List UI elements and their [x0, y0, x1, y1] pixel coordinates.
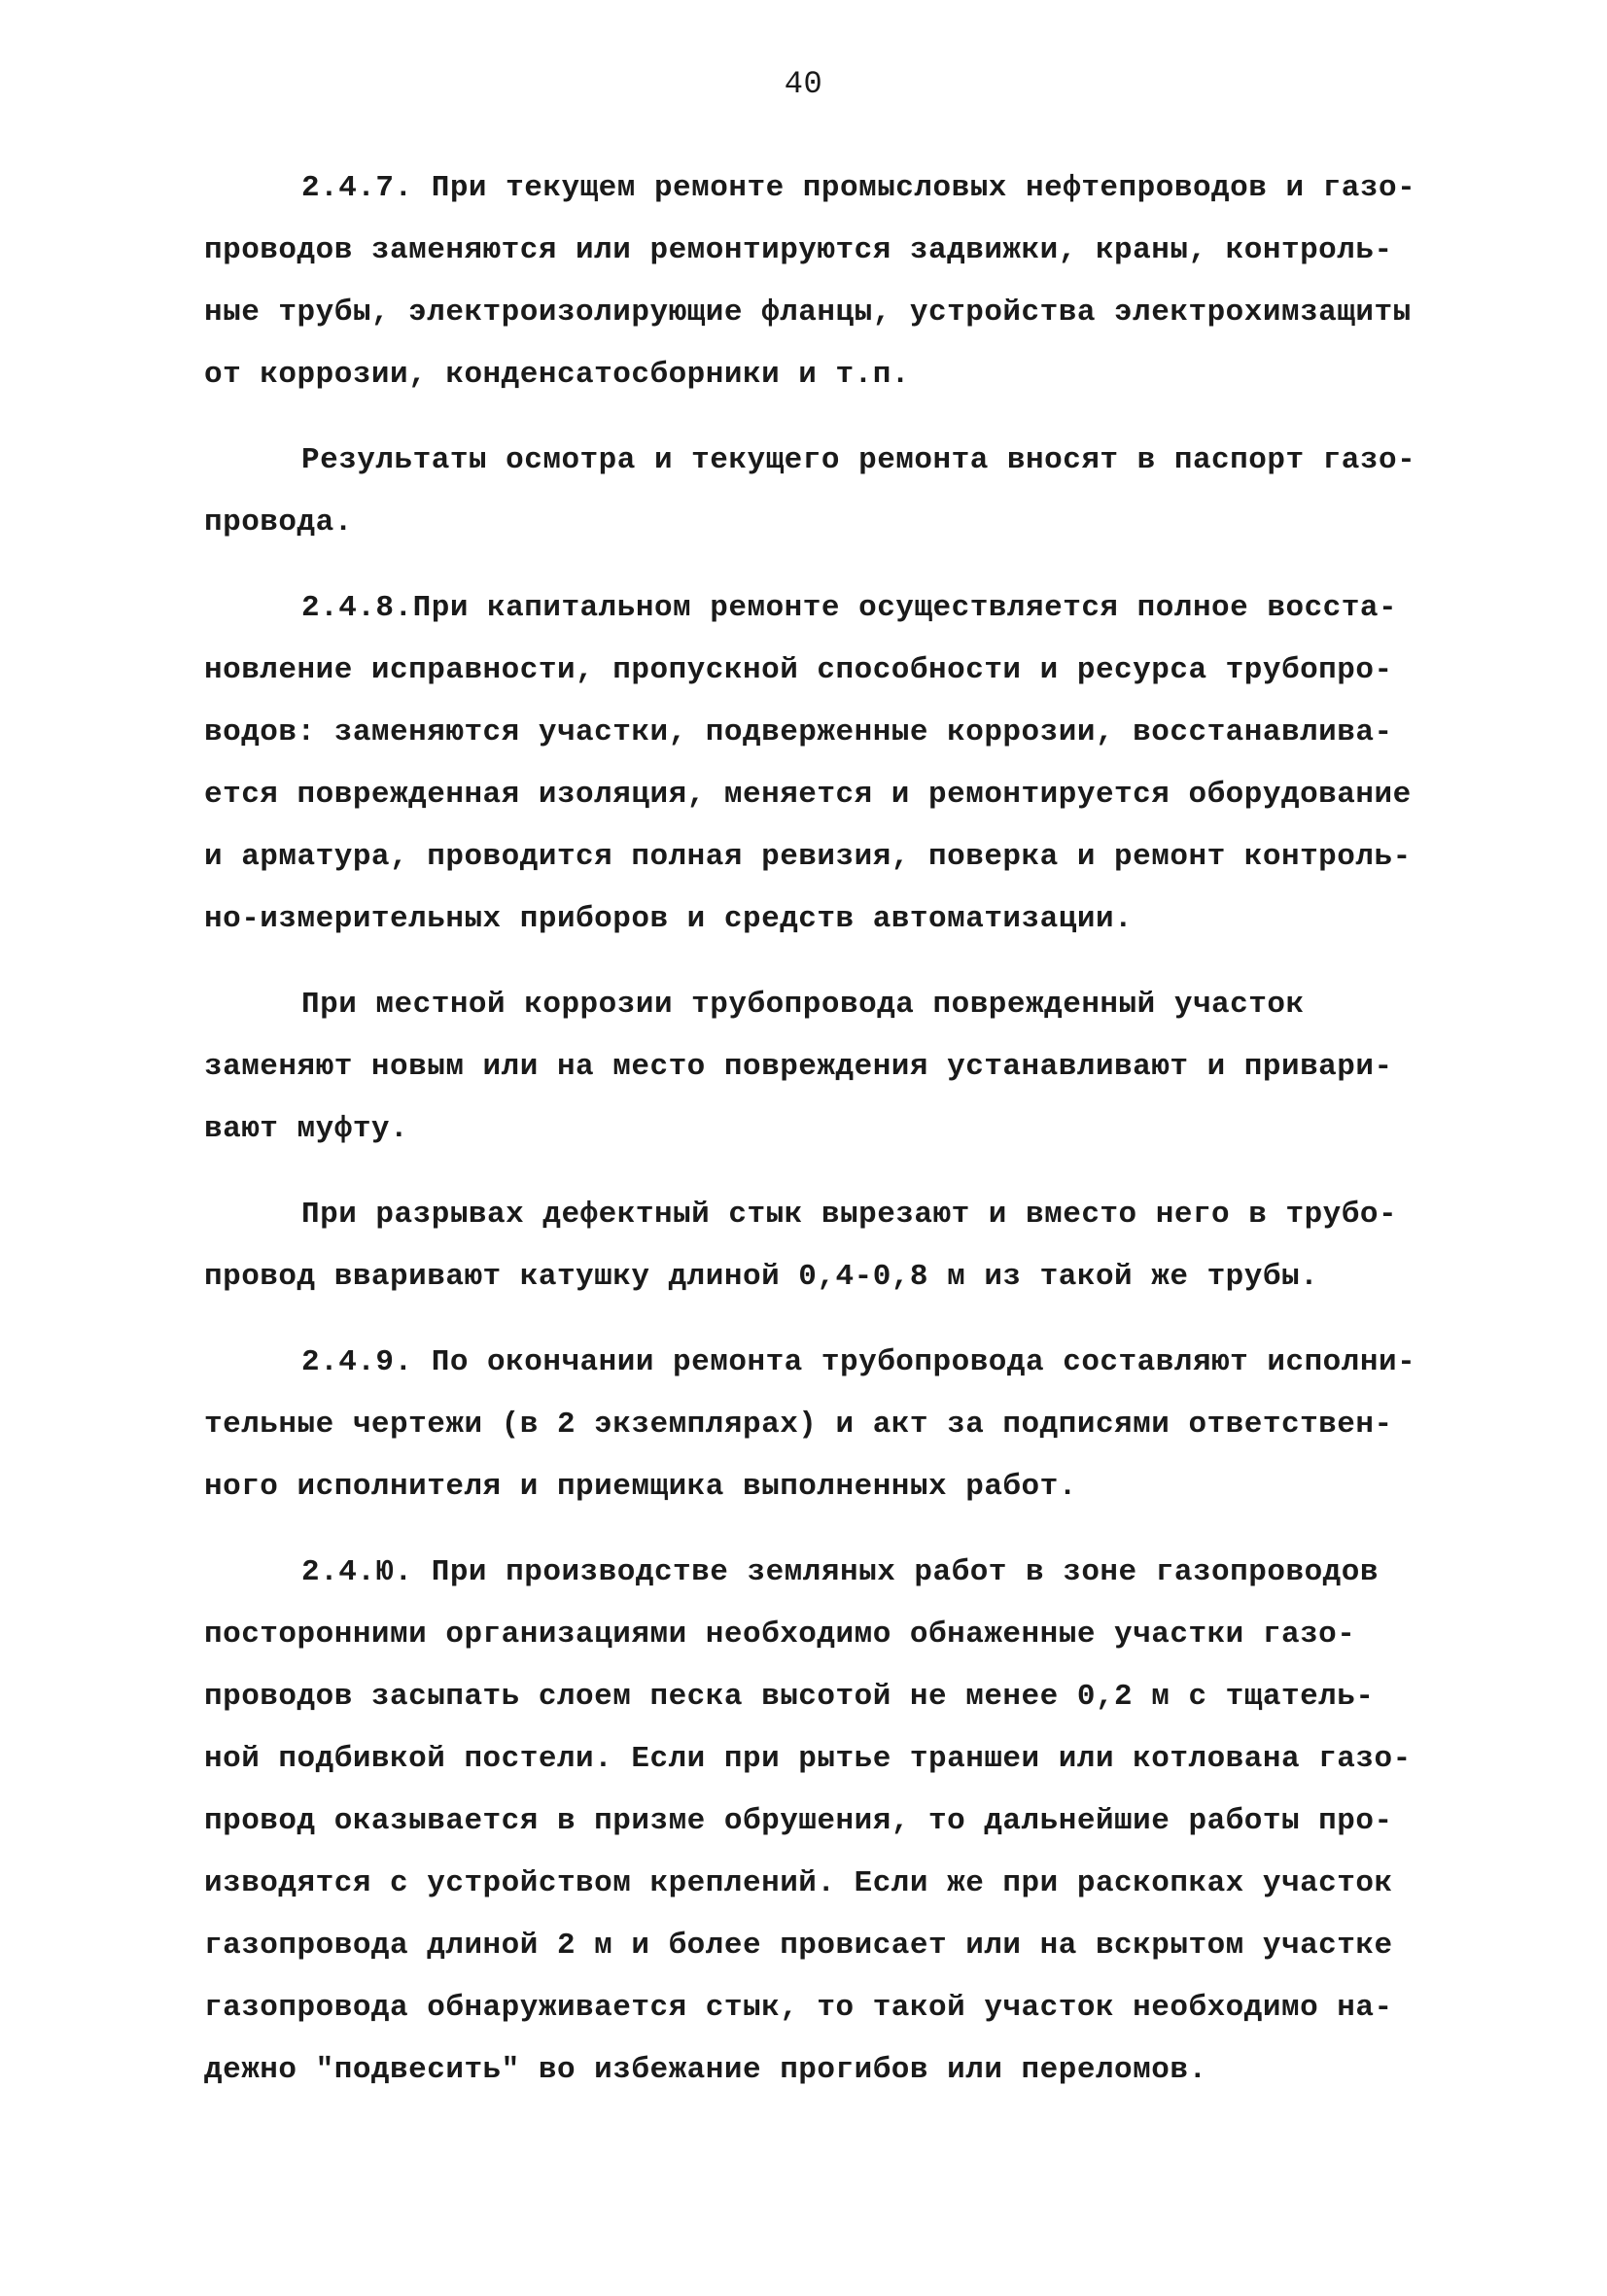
- text-line: вают муфту.: [204, 1112, 409, 1146]
- text-line: но-измерительных приборов и средств автоматизации.: [204, 902, 1134, 936]
- text-line: провода.: [204, 505, 353, 539]
- text-line: 2.4.Ю. При производстве земляных работ в зоне газопроводов: [301, 1555, 1379, 1589]
- text-line: При разрывах дефектный стык вырезают и вместо него в трубо-: [301, 1198, 1398, 1232]
- text-line: проводов заменяются или ремонтируются задвижки, краны, контроль-: [204, 233, 1393, 267]
- paragraph-local-corrosion: [204, 974, 1468, 1161]
- text-line: 2.4.8.При капитальном ремонте осуществляется полное восста-: [301, 591, 1398, 625]
- page-number: 40: [784, 66, 823, 102]
- text-line: 2.4.7. При текущем ремонте промысловых нефтепроводов и газо-: [301, 171, 1416, 205]
- text-line: заменяют новым или на место повреждения устанавливают и привари-: [204, 1050, 1393, 1084]
- paragraph-2-4-9: [204, 1332, 1468, 1518]
- paragraph-ruptures: [204, 1184, 1468, 1308]
- paragraph-2-4-7: [204, 157, 1468, 406]
- text-line: провод вваривают катушку длиной 0,4-0,8 м из такой же трубы.: [204, 1260, 1319, 1294]
- text-line: 2.4.9. По окончании ремонта трубопровода составляют исполни-: [301, 1345, 1416, 1379]
- text-line: провод оказывается в призме обрушения, то дальнейшие работы про-: [204, 1804, 1393, 1838]
- text-line: газопровода обнаруживается стык, то такой участок необходимо на-: [204, 1991, 1393, 2025]
- text-line: проводов засыпать слоем песка высотой не менее 0,2 м с тщатель-: [204, 1680, 1375, 1714]
- text-line: тельные чертежи (в 2 экземплярах) и акт за подписями ответствен-: [204, 1408, 1393, 1442]
- paragraph-2-4-10: [204, 1542, 1468, 2102]
- text-line: Результаты осмотра и текущего ремонта вносят в паспорт газо-: [301, 443, 1416, 477]
- text-line: и арматура, проводится полная ревизия, поверка и ремонт контроль-: [204, 840, 1412, 874]
- document-body: [204, 157, 1468, 2125]
- paragraph-results: [204, 430, 1468, 554]
- text-line: ного исполнителя и приемщика выполненных работ.: [204, 1470, 1077, 1504]
- text-line: ется поврежденная изоляция, меняется и ремонтируется оборудование: [204, 778, 1412, 812]
- text-line: При местной коррозии трубопровода поврежденный участок: [301, 988, 1305, 1022]
- text-line: новление исправности, пропускной способности и ресурса трубопро-: [204, 653, 1393, 687]
- text-line: дежно "подвесить" во избежание прогибов или переломов.: [204, 2053, 1207, 2087]
- text-line: изводятся с устройством креплений. Если же при раскопках участок: [204, 1866, 1393, 1900]
- paragraph-2-4-8: [204, 577, 1468, 951]
- text-line: ной подбивкой постели. Если при рытье траншеи или котлована газо-: [204, 1742, 1412, 1776]
- text-line: водов: заменяются участки, подверженные коррозии, восстанавлива-: [204, 715, 1393, 749]
- text-line: посторонними организациями необходимо обнаженные участки газо-: [204, 1618, 1356, 1652]
- text-line: ные трубы, электроизолирующие фланцы, устройства электрохимзащиты: [204, 296, 1412, 330]
- text-line: газопровода длиной 2 м и более провисает или на вскрытом участке: [204, 1929, 1393, 1963]
- text-line: от коррозии, конденсатосборники и т.п.: [204, 358, 910, 392]
